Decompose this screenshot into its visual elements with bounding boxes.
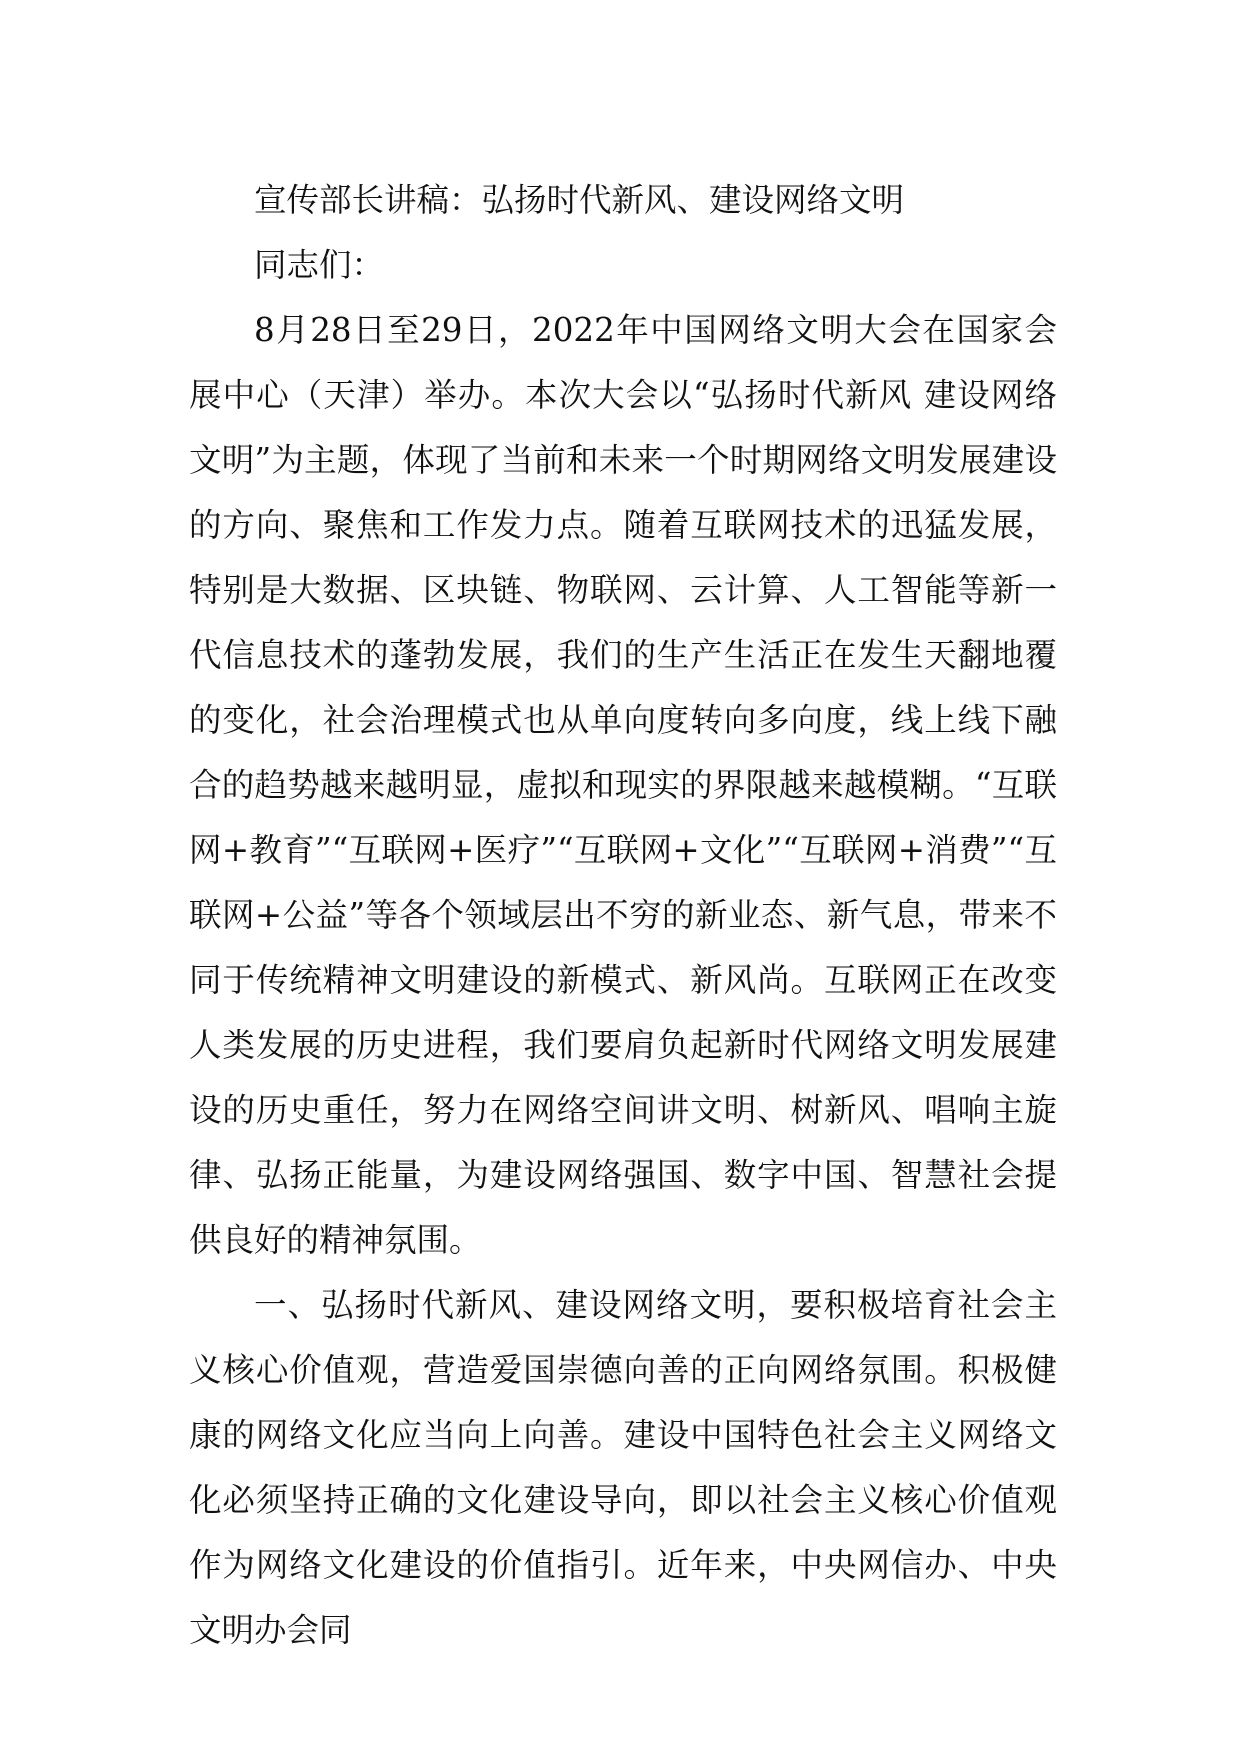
paragraph-intro: 8月28日至29日，2022年中国网络文明大会在国家会展中心（天津）举办。本次大会以“弘扬时代新风 建设网络文明”为主题，体现了当前和未来一个时期网络文明发展建设的方向、聚焦和工作发力点。随着互联网技术的迅猛发展，特别是大数据、区块链、物联网、云计算、人工智能等新一代信息技术的蓬勃发展，我们的生产生活正在发生天翻地覆的变化，社会治理模式也从单向度转向多向度，线上线下融合的趋势越来越明显，虚拟和现实的界限越来越模糊。“互联网+教育”“互联网+医疗”“互联网+文化”“互联网+消费”“互联网+公益”等各个领域层出不穷的新业态、新气息，带来不同于传统精神文明建设的新模式、新风尚。互联网正在改变人类发展的历史进程，我们要肩负起新时代网络文明发展建设的历史重任，努力在网络空间讲文明、树新风、唱响主旋律、弘扬正能量，为建设网络强国、数字中国、智慧社会提供良好的精神氛围。	[189, 311, 1057, 1259]
paragraph-section-one: 一、弘扬时代新风、建设网络文明，要积极培育社会主义核心价值观，营造爱国崇德向善的正向网络氛围。积极健康的网络文化应当向上向善。建设中国特色社会主义网络文化必须坚持正确的文化建设导向，即以社会主义核心价值观作为网络文化建设的价值指引。近年来，中央网信办、中央文明办会同	[189, 1286, 1057, 1649]
document-body	[189, 168, 1057, 1663]
salutation: 同志们：	[254, 246, 385, 284]
document-title-line: 宣传部长讲稿：弘扬时代新风、建设网络文明	[254, 181, 905, 219]
